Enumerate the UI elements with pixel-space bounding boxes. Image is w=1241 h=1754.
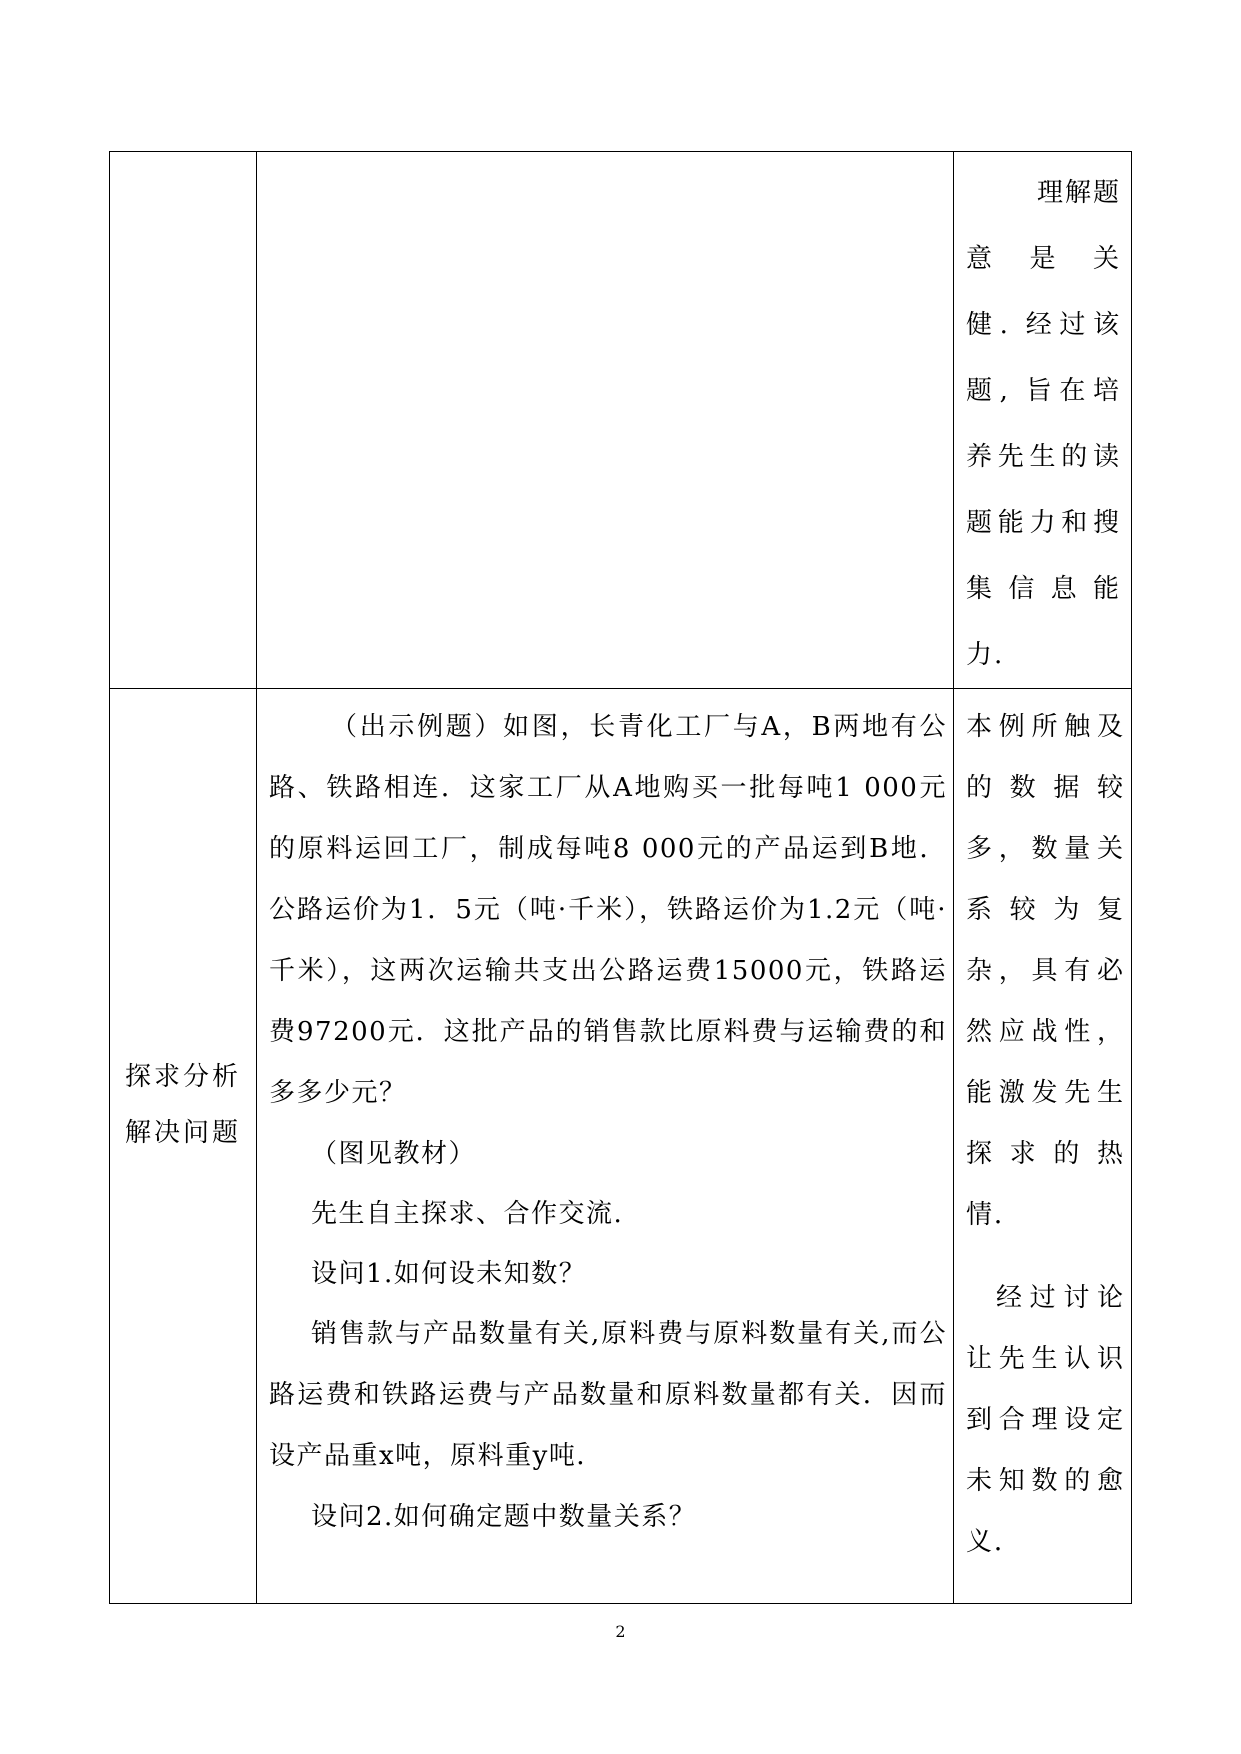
section-label <box>110 1049 256 1161</box>
figure-note: （图见教材） <box>311 1139 477 1169</box>
table-row <box>110 152 1132 689</box>
notes-text <box>954 152 1131 688</box>
lesson-table <box>109 151 1132 1604</box>
note-paragraph-1: 本例所触及的数据较多，数量关系较为复杂，具有必然应战性，能激发先生探求的热情． <box>966 712 1125 1230</box>
notes-cell <box>954 689 1132 1604</box>
notes-text <box>954 689 1131 1573</box>
table-row <box>110 689 1132 1604</box>
content-cell-empty <box>257 152 954 689</box>
page-number: 2 <box>615 1622 626 1641</box>
notes-line: 集 信 息 能 <box>966 574 1121 604</box>
analysis-paragraph: 销售款与产品数量有关,原料费与原料数量有关,而公路运费和铁路运费与产品数量和原料数量都有关．因而设产品重x吨，原料重y吨． <box>269 1319 947 1471</box>
notes-line: 题能力和搜 <box>966 508 1121 538</box>
notes-line: 题, 旨在培 <box>966 376 1121 406</box>
label-cell-empty <box>110 152 257 689</box>
notes-line: 养先生的读 <box>966 442 1121 472</box>
problem-paragraph: （出示例题）如图，长青化工厂与A，B两地有公路、铁路相连．这家工厂从A地购买一批每吨1 000元的原料运回工厂，制成每吨8 000元的产品运到B地．公路运价为1．5元（吨·千米），铁路运价为1.2元（吨·千米），这两次运输共支出公路运费15000元，铁路运费97200元．这批产品的销售款比原料费与运输费的和多多少元？ <box>269 712 947 1108</box>
content-cell <box>257 689 954 1604</box>
section-label-line1: 探求分析 <box>124 1062 241 1092</box>
student-activity: 先生自主探求、合作交流. <box>311 1199 624 1229</box>
notes-cell <box>954 152 1132 689</box>
notes-line: 理解题 <box>1036 178 1121 208</box>
section-label-line2: 解决问题 <box>124 1118 241 1148</box>
label-cell <box>110 689 257 1604</box>
note-paragraph-2: 经过讨论让先生认识到合理设定未知数的愈义． <box>966 1283 1125 1557</box>
notes-line: 健. 经过该 <box>966 310 1121 340</box>
notes-line: 意 是 关 <box>966 244 1121 274</box>
question-1: 设问1.如何设未知数？ <box>311 1259 587 1289</box>
question-2: 设问2.如何确定题中数量关系？ <box>311 1502 697 1532</box>
content-text <box>257 689 953 1547</box>
notes-line: 力. <box>966 640 1005 670</box>
